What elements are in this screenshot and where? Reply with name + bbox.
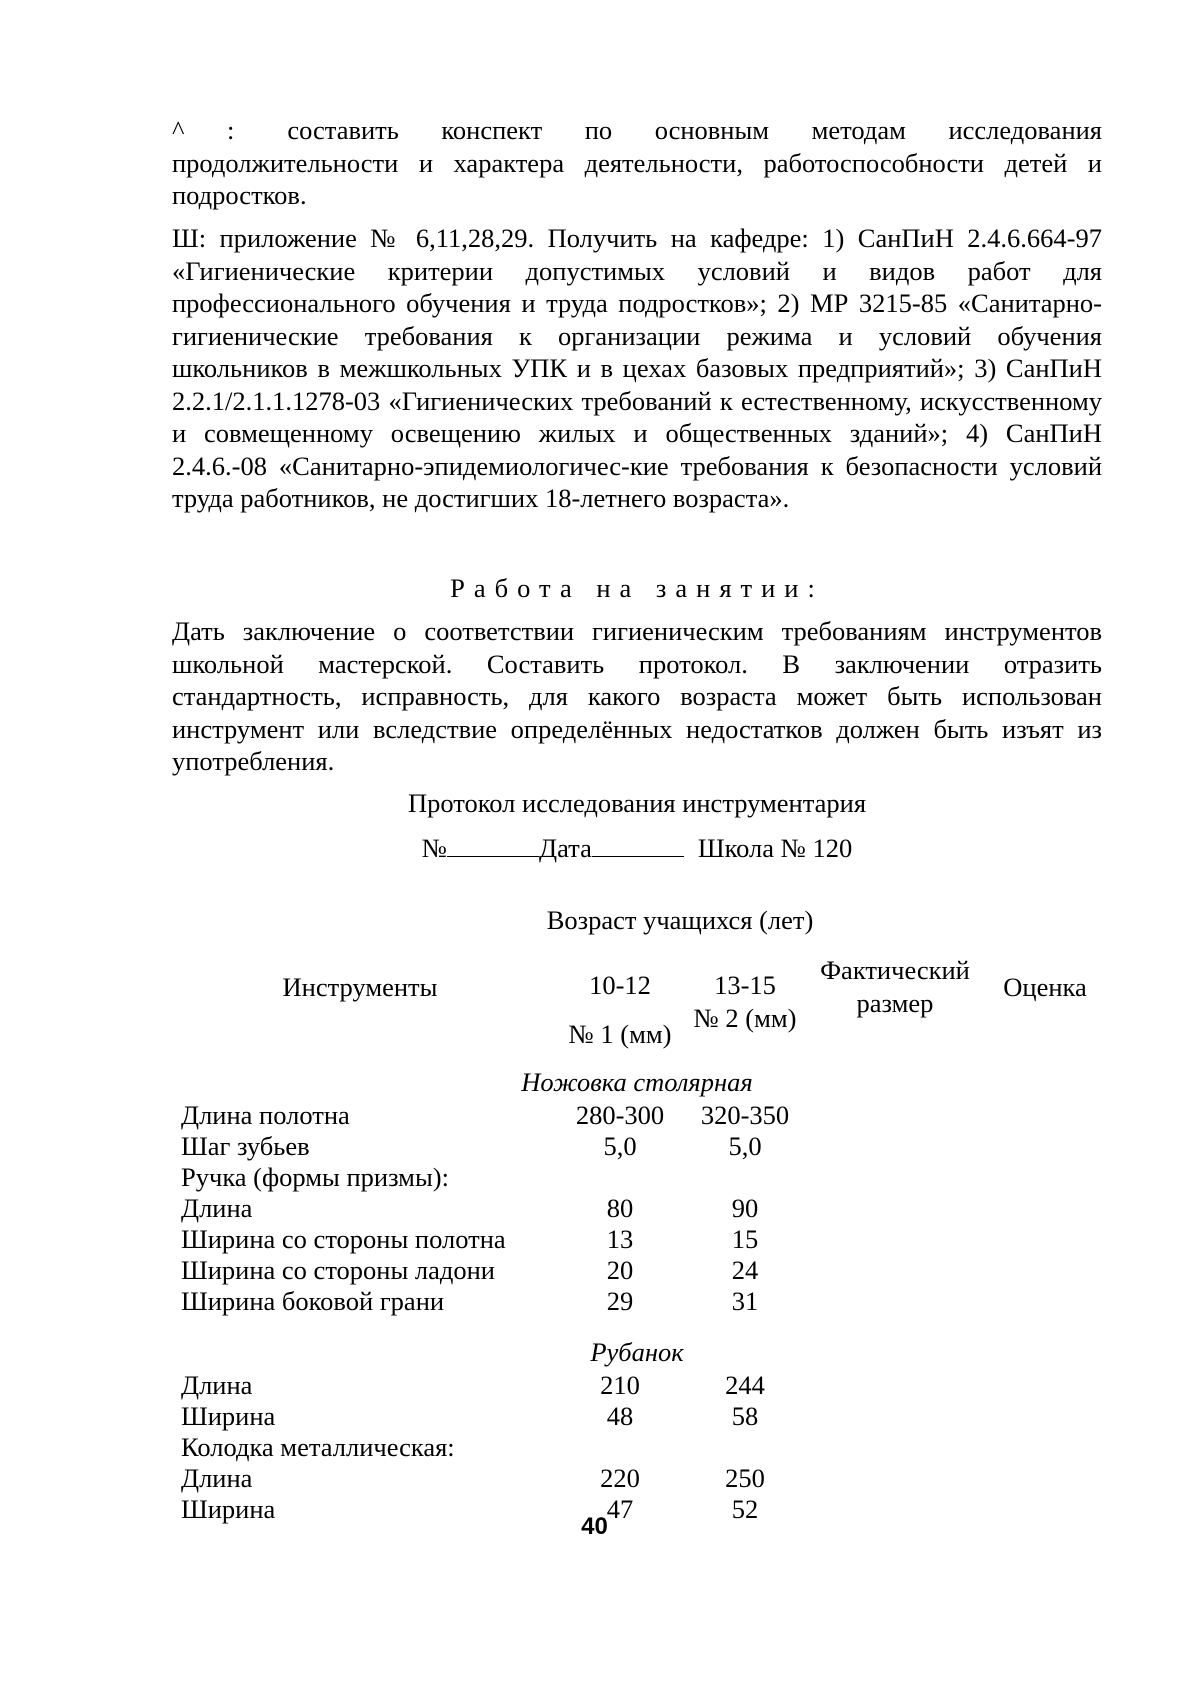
- row-value-age-10-12: 280-300: [575, 1100, 665, 1130]
- header-score: Оценка: [1003, 972, 1087, 1002]
- row-label: Ширина со стороны ладони: [181, 1255, 495, 1285]
- row-label: Ширина со стороны полотна: [181, 1224, 506, 1254]
- row-value-age-10-12: 220: [600, 1463, 640, 1493]
- row-value-age-13-15: 58: [731, 1401, 759, 1431]
- protocol-meta: [172, 832, 1102, 864]
- row-label: Ширина: [181, 1494, 276, 1524]
- school-label: Школа № 120: [697, 833, 853, 863]
- row-value-age-13-15: 31: [731, 1286, 759, 1316]
- row-value-age-13-15: 24: [731, 1255, 759, 1285]
- page-number: 40: [581, 1513, 608, 1540]
- group-title-saw: Ножовка столярная: [521, 1067, 753, 1097]
- header-age-text: Возраст учащихся (лет): [546, 905, 814, 935]
- row-value-age-10-12: 210: [600, 1370, 640, 1400]
- header-age-10-12: 10-12: [589, 970, 651, 1000]
- row-value-age-10-12: 29: [606, 1286, 634, 1316]
- row-value-age-10-12: 13: [606, 1224, 634, 1254]
- row-label: Шаг зубьев: [181, 1131, 310, 1161]
- header-age: [540, 904, 820, 937]
- header-no1: № 1 (мм): [568, 1019, 672, 1049]
- header-instruments: Инструменты: [282, 972, 438, 1002]
- row-label: Длина полотна: [181, 1100, 350, 1130]
- header-age-13-15: 13-15: [714, 970, 776, 1000]
- row-label: Длина: [181, 1463, 253, 1493]
- group-title-plane: Рубанок: [590, 1337, 684, 1367]
- row-value-age-13-15: 52: [731, 1494, 759, 1524]
- row-value-age-13-15: 5,0: [728, 1131, 762, 1161]
- row-value-age-13-15: 244: [725, 1370, 765, 1400]
- row-value-age-10-12: 47: [606, 1494, 634, 1524]
- row-value-age-10-12: 20: [606, 1255, 634, 1285]
- number-label: №: [421, 833, 448, 863]
- row-value-age-10-12: 5,0: [603, 1131, 637, 1161]
- row-value-age-13-15: 250: [725, 1463, 765, 1493]
- header-no2: № 2 (мм): [693, 1003, 797, 1033]
- section-heading: Работа на занятии:: [450, 573, 824, 603]
- row-label: Ручка (формы призмы):: [181, 1162, 449, 1192]
- row-value-age-13-15: 15: [731, 1224, 759, 1254]
- row-value-age-10-12: 80: [606, 1193, 634, 1223]
- header-actual-size: Фактический размер: [820, 955, 970, 1018]
- row-label: Колодка металлическая:: [181, 1432, 455, 1462]
- row-label: Ширина боковой грани: [181, 1286, 445, 1316]
- row-label: Ширина: [181, 1401, 276, 1431]
- paragraph-literature: Ш: приложение № 6,11,28,29. Получить на кафедре: 1) СанПиН 2.4.6.664-97 «Гигиенические критерии допустимых условий и видов работ для профессионального обучения и труда подростков»; 2) МР 3215-85 «Санитарно-гигиенические требования к организации режима и условий обучения школьников в межшкольных УПК и в цехах базовых предприятий»; 3) СанПиН 2.2.1/2.1.1.1278-03 «Гигиенических требований к естественному, искусственному и совмещенному освещению жилых и общественных зданий»; 4) СанПиН 2.4.6.-08 «Санитарно-эпидемиологичес-кие требования к безопасности условий труда работников, не достигших 18-летнего возраста».: [172, 223, 1102, 513]
- paragraph-homework: ^ : составить конспект по основным методам исследования продолжительности и характера деятельности, работоспособности детей и подростков.: [172, 115, 1102, 210]
- row-label: Длина: [181, 1193, 253, 1223]
- date-label: Дата: [539, 833, 592, 863]
- paragraph-task: Дать заключение о соответствии гигиеническим требованиям инструментов школьной мастерской. Составить протокол. В заключении отразить стандартность, исправность, для какого возраста может быть использован инструмент или вследствие определённых недостатков должен быть изъят из употребления.: [172, 616, 1102, 776]
- row-value-age-10-12: 48: [606, 1401, 634, 1431]
- protocol-title: Протокол исследования инструментария: [407, 788, 867, 818]
- row-label: Длина: [181, 1370, 253, 1400]
- date-blank: [592, 832, 684, 857]
- row-value-age-13-15: 90: [731, 1193, 759, 1223]
- row-value-age-13-15: 320-350: [700, 1100, 790, 1130]
- number-blank: [447, 832, 539, 857]
